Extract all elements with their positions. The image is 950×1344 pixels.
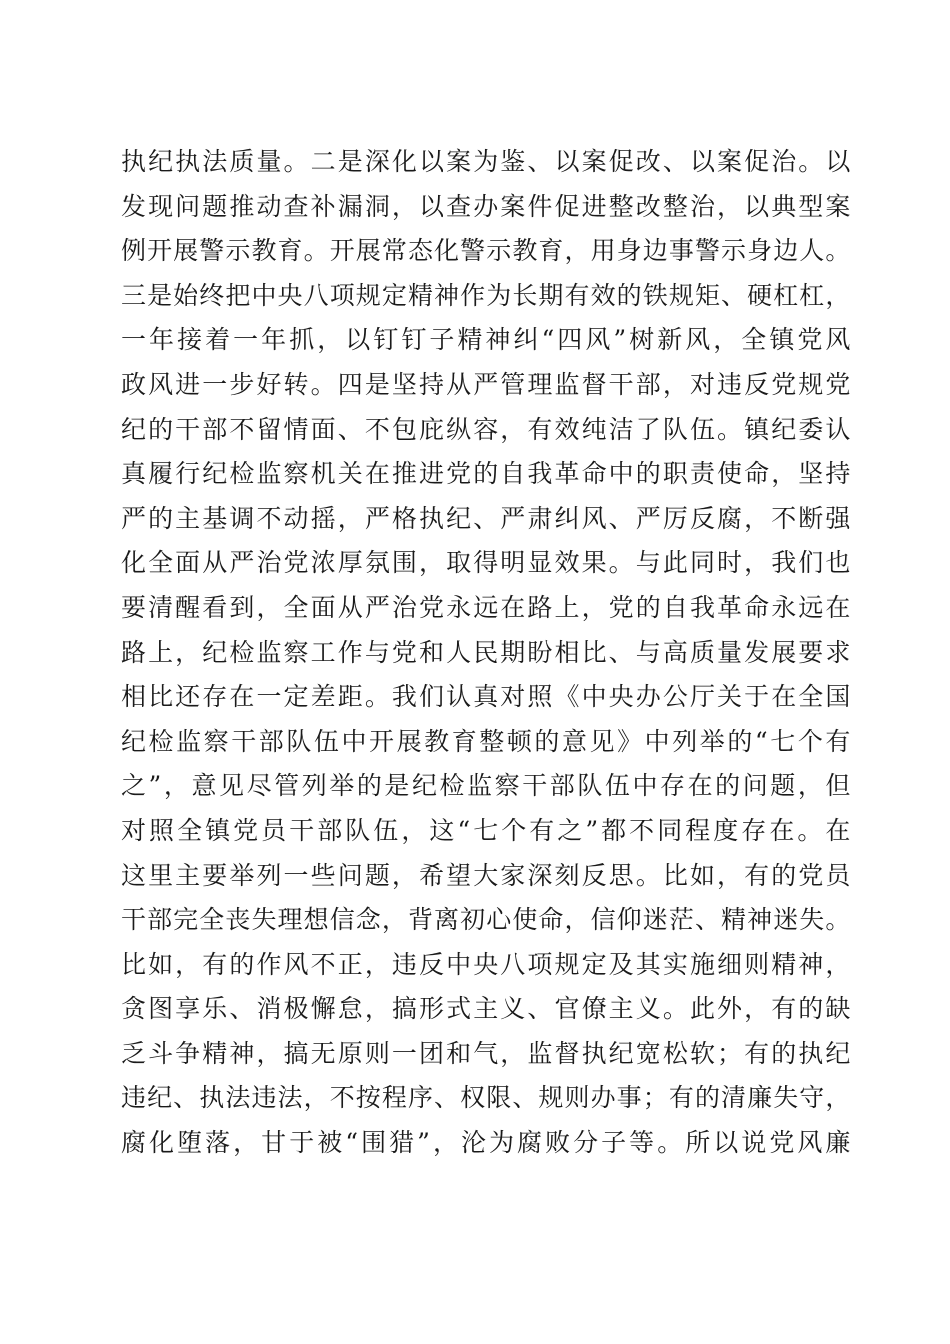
text-line-14: 纪检监察干部队伍中开展教育整顿的意见》中列举的“七个有 xyxy=(121,726,851,756)
text-line-10: 化全面从严治党浓厚氛围，取得明显效果。与此同时，我们也 xyxy=(121,548,851,578)
text-line-16: 对照全镇党员干部队伍，这“七个有之”都不同程度存在。在 xyxy=(121,815,851,845)
text-line-22: 违纪、执法违法，不按程序、权限、规则办事；有的清廉失守， xyxy=(121,1083,851,1113)
text-line-13: 相比还存在一定差距。我们认真对照《中央办公厅关于在全国 xyxy=(121,682,851,712)
text-line-8: 真履行纪检监察机关在推进党的自我革命中的职责使命，坚持 xyxy=(121,459,851,489)
text-line-15: 之”，意见尽管列举的是纪检监察干部队伍中存在的问题，但 xyxy=(121,771,851,801)
text-line-4: 三是始终把中央八项规定精神作为长期有效的铁规矩、硬杠杠， xyxy=(121,280,851,310)
text-line-9: 严的主基调不动摇，严格执纪、严肃纠风、严厉反腐，不断强 xyxy=(121,503,851,533)
text-line-12: 路上，纪检监察工作与党和人民期盼相比、与高质量发展要求 xyxy=(121,637,851,667)
text-line-20: 贪图享乐、消极懈怠，搞形式主义、官僚主义。此外，有的缺 xyxy=(121,994,851,1024)
text-line-18: 干部完全丧失理想信念，背离初心使命，信仰迷茫、精神迷失。 xyxy=(121,905,851,935)
body-text xyxy=(121,140,851,1166)
text-line-11: 要清醒看到，全面从严治党永远在路上，党的自我革命永远在 xyxy=(121,592,851,622)
text-line-3: 例开展警示教育。开展常态化警示教育，用身边事警示身边人。 xyxy=(121,236,851,266)
text-line-5: 一年接着一年抓，以钉钉子精神纠“四风”树新风，全镇党风 xyxy=(121,325,851,355)
text-line-21: 乏斗争精神，搞无原则一团和气，监督执纪宽松软；有的执纪 xyxy=(121,1038,851,1068)
text-line-1: 执纪执法质量。二是深化以案为鉴、以案促改、以案促治。以 xyxy=(121,147,851,176)
text-line-7: 纪的干部不留情面、不包庇纵容，有效纯洁了队伍。镇纪委认 xyxy=(121,414,851,444)
text-line-17: 这里主要举列一些问题，希望大家深刻反思。比如，有的党员 xyxy=(121,860,851,890)
text-line-23: 腐化堕落，甘于被“围猎”，沦为腐败分子等。所以说党风廉 xyxy=(121,1128,851,1158)
text-line-6: 政风进一步好转。四是坚持从严管理监督干部，对违反党规党 xyxy=(121,369,851,399)
text-line-19: 比如，有的作风不正，违反中央八项规定及其实施细则精神， xyxy=(121,949,851,979)
text-line-2: 发现问题推动查补漏洞，以查办案件促进整改整治，以典型案 xyxy=(121,191,851,221)
